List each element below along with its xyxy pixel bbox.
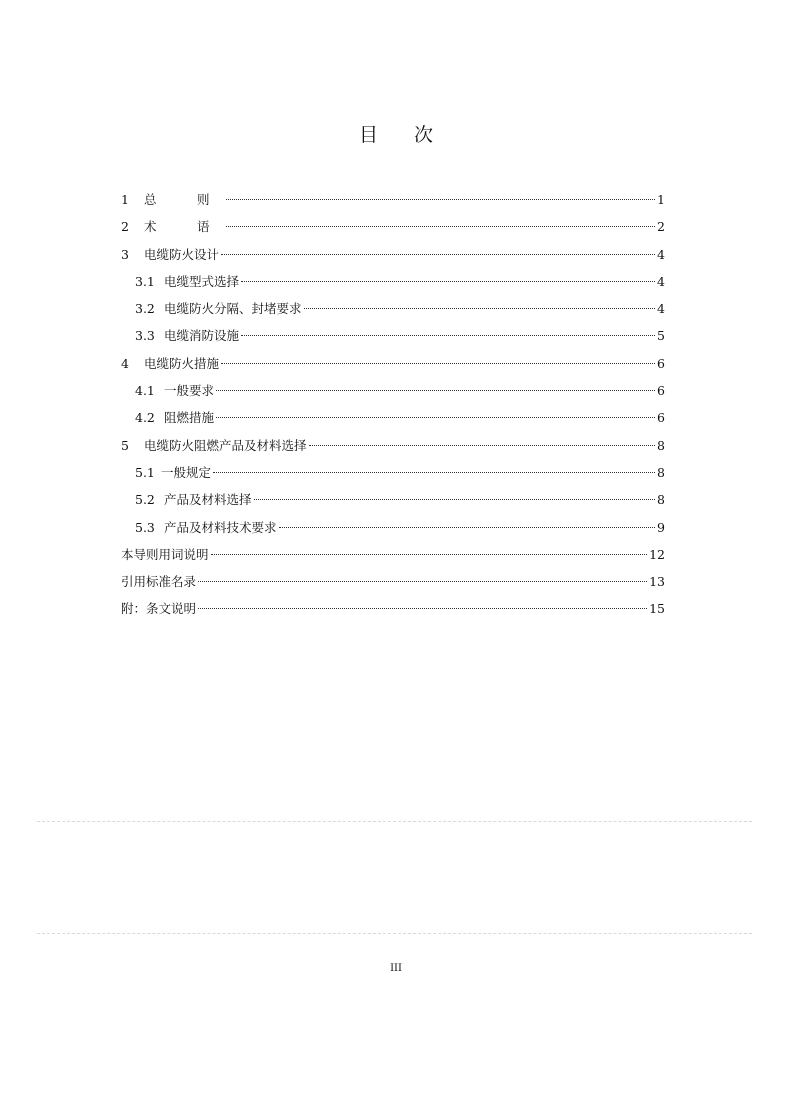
toc-entry-5-2[interactable] — [121, 486, 665, 513]
toc-label: 电缆防火设计 — [144, 246, 220, 262]
toc-leader — [211, 554, 648, 555]
toc-leader — [198, 581, 647, 582]
toc-entry-clause-explanation[interactable] — [121, 595, 665, 622]
toc-number: 3.2 — [135, 301, 155, 317]
toc-number: 1 — [121, 192, 129, 207]
toc-leader — [254, 499, 656, 500]
toc-entry-2[interactable] — [121, 213, 665, 240]
toc-entry-3-3[interactable] — [121, 322, 665, 349]
page-divider — [37, 821, 752, 822]
toc-entry-5[interactable] — [121, 432, 665, 459]
toc-entry-5-3[interactable] — [121, 514, 665, 541]
toc-leader — [216, 417, 655, 418]
toc-page-number: 12 — [649, 546, 665, 562]
toc-entry-4-1[interactable] — [121, 377, 665, 404]
toc-entry-1[interactable] — [121, 186, 665, 213]
toc-page-number: 6 — [657, 410, 665, 426]
toc-number: 3.1 — [135, 273, 155, 289]
toc-leader — [241, 281, 655, 282]
toc-label: 一般要求 — [164, 383, 215, 399]
toc-label: 电缆防火分隔、封堵要求 — [164, 301, 302, 317]
toc-page-number: 8 — [657, 437, 665, 453]
toc-label: 一般规定 — [161, 464, 212, 480]
toc-leader — [226, 226, 656, 227]
toc-leader — [221, 363, 655, 364]
toc-number: 5 — [121, 437, 129, 453]
toc-entry-3[interactable] — [121, 241, 665, 268]
toc-leader — [198, 608, 647, 609]
toc-page-number: 6 — [657, 383, 665, 399]
toc-leader — [309, 445, 656, 446]
toc-label: 总 则 — [144, 192, 224, 207]
toc-leader — [241, 335, 655, 336]
toc-label: 产品及材料选择 — [164, 492, 252, 508]
toc-leader — [279, 527, 656, 528]
toc-page-number: 4 — [657, 273, 665, 289]
toc-page-number: 4 — [657, 246, 665, 262]
toc-label: 电缆防火措施 — [144, 355, 220, 371]
toc-number: 2 — [121, 219, 129, 235]
toc-number: 3 — [121, 246, 129, 262]
toc-page-number: 2 — [657, 219, 665, 235]
toc-label: 电缆防火阻燃产品及材料选择 — [144, 437, 307, 453]
toc-entry-3-2[interactable] — [121, 295, 665, 322]
toc-entry-4[interactable] — [121, 350, 665, 377]
toc-label: 电缆型式选择 — [164, 273, 240, 289]
toc-label: 引用标准名录 — [121, 574, 197, 590]
toc-number: 5.1 — [135, 464, 155, 480]
toc-page-number: 15 — [649, 601, 665, 617]
toc-label: 产品及材料技术要求 — [164, 519, 277, 535]
toc-leader — [216, 390, 655, 391]
toc-number: 4 — [121, 355, 129, 371]
toc-leader — [226, 199, 656, 200]
toc-entry-5-1[interactable] — [121, 459, 665, 486]
toc-entry-referenced-standards[interactable] — [121, 568, 665, 595]
table-of-contents — [121, 186, 665, 623]
toc-leader — [304, 308, 656, 309]
toc-page-number: 1 — [657, 192, 665, 207]
page-number: III — [390, 963, 402, 974]
toc-number: 4.2 — [135, 410, 155, 426]
toc-number: 3.3 — [135, 328, 155, 344]
toc-page-number: 8 — [657, 492, 665, 508]
toc-leader — [213, 472, 655, 473]
toc-entry-4-2[interactable] — [121, 404, 665, 431]
toc-label: 本导则用词说明 — [121, 546, 209, 562]
toc-page-number: 6 — [657, 355, 665, 371]
toc-page-number: 4 — [657, 301, 665, 317]
toc-page-number: 13 — [649, 574, 665, 590]
toc-label: 电缆消防设施 — [164, 328, 240, 344]
toc-number: 4.1 — [135, 383, 155, 399]
toc-page-number: 9 — [657, 519, 665, 535]
toc-label: 附：条文说明 — [121, 601, 197, 617]
toc-number: 5.2 — [135, 492, 155, 508]
toc-number: 5.3 — [135, 519, 155, 535]
toc-entry-wording-explanation[interactable] — [121, 541, 665, 568]
toc-label: 术 语 — [144, 219, 224, 235]
toc-page-number: 5 — [657, 328, 665, 344]
page-title: 目次 — [358, 124, 469, 146]
toc-leader — [221, 254, 655, 255]
toc-page-number: 8 — [657, 464, 665, 480]
page-divider — [37, 933, 752, 934]
toc-entry-3-1[interactable] — [121, 268, 665, 295]
toc-label: 阻燃措施 — [164, 410, 215, 426]
